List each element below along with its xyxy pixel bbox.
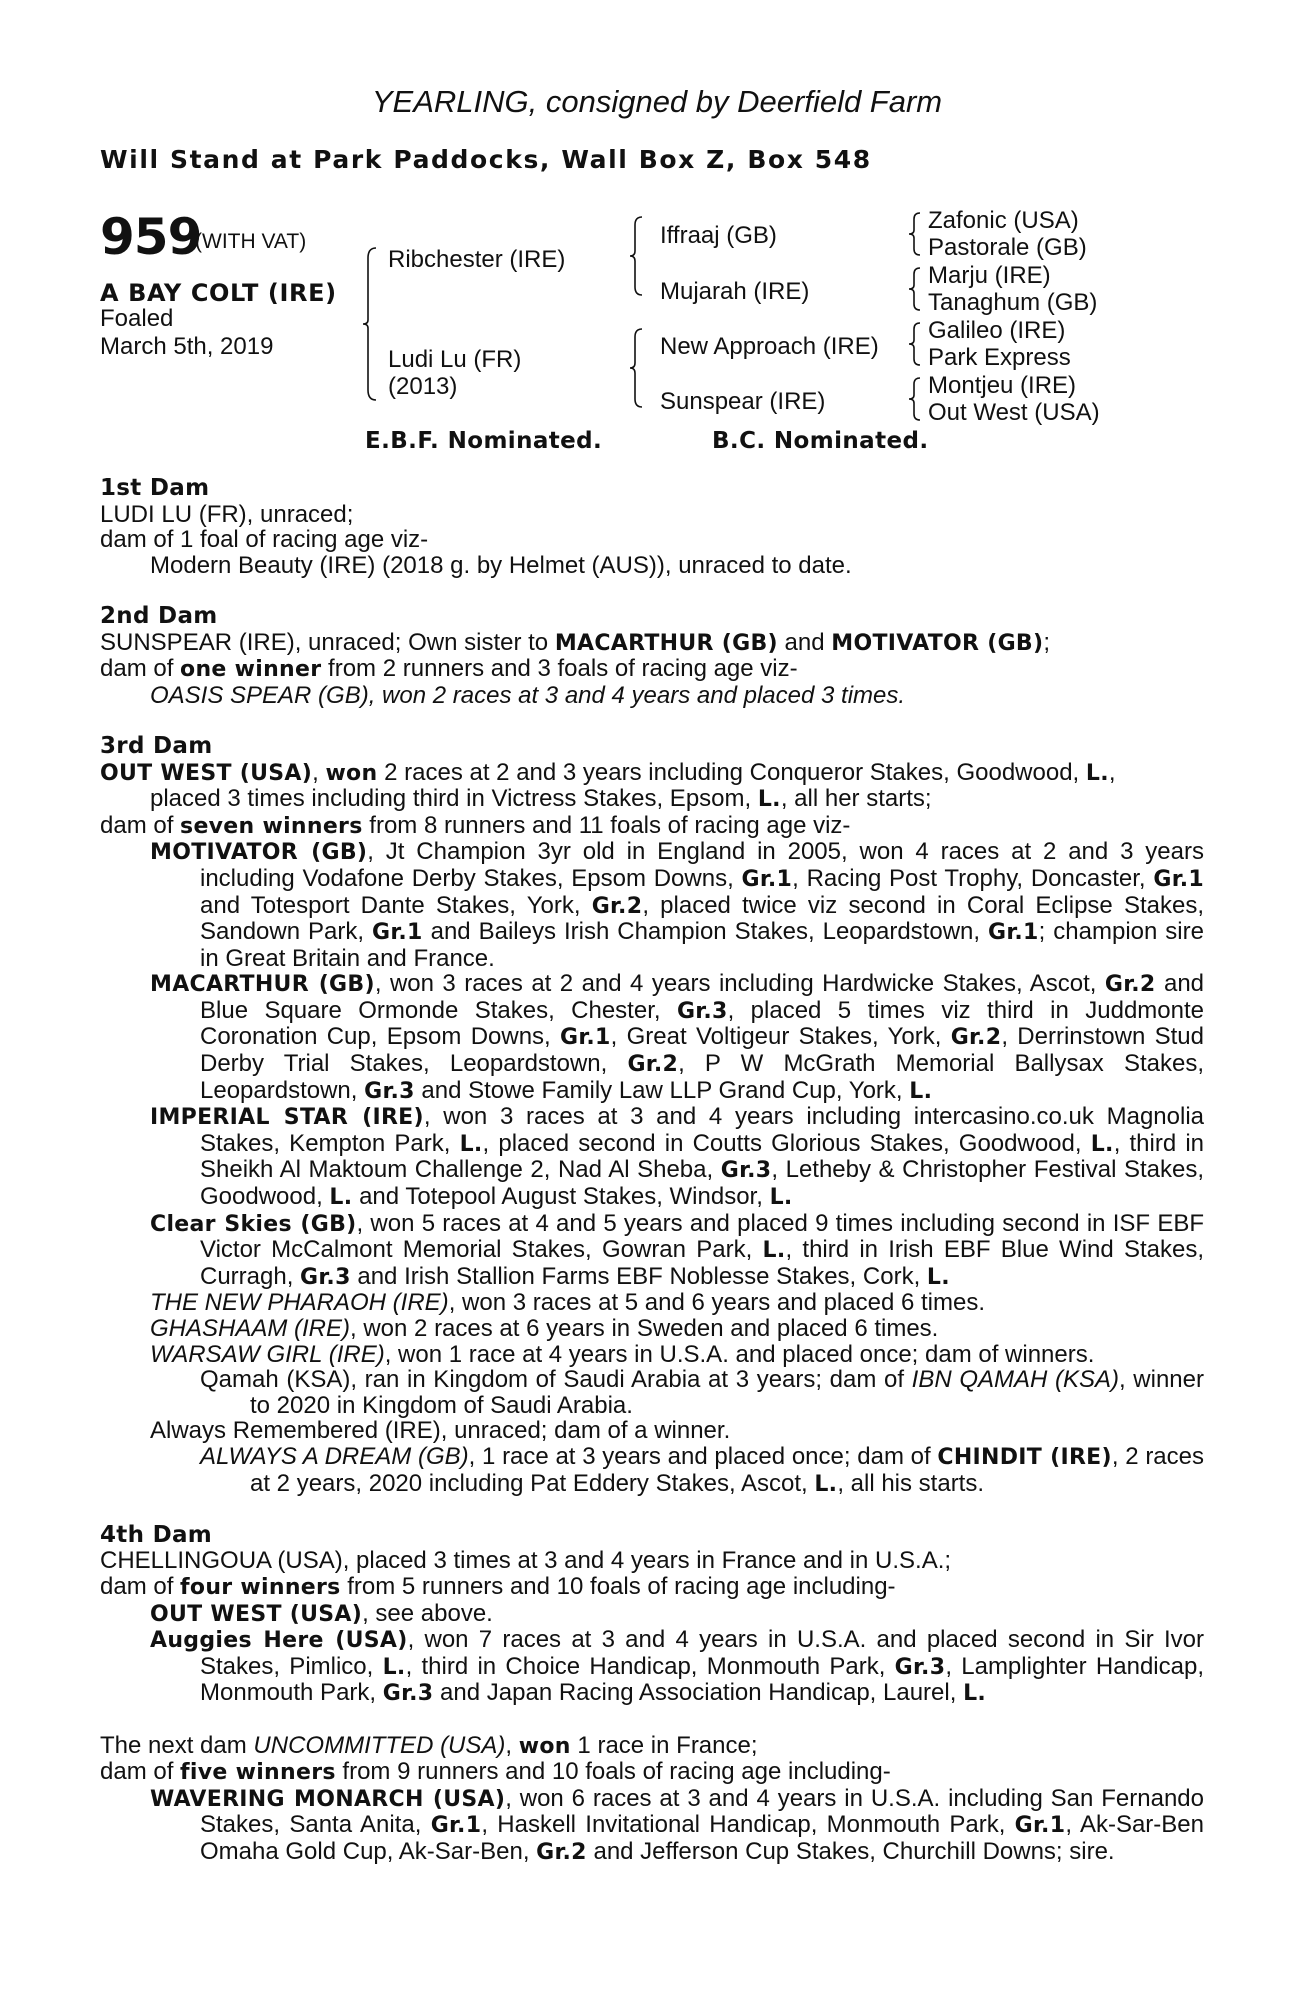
stabling-location: Will Stand at Park Paddocks, Wall Box Z, Box 548 xyxy=(100,145,872,174)
fourth-dam-section xyxy=(100,1523,1204,1707)
always-remembered-entry: Always Remembered (IRE), unraced; dam of a winner. xyxy=(150,1417,731,1445)
first-dam-line-1: LUDI LU (FR), unraced; xyxy=(100,500,354,528)
third-dam-line-1: OUT WEST (USA), won 2 races at 2 and 3 years including Conqueror Stakes, Goodwood, L., xyxy=(100,758,1116,786)
imperial-star-entry: IMPERIAL STAR (IRE), won 3 races at 3 and 4 years including intercasino.co.uk Magnolia Stakes, Kempton Park, L., placed second in Coutts Glorious Stakes, Goodwood, L., third in Sheikh Al Maktoum Challenge 2, Nad Al Sheba, Gr.3, Letheby & Christopher Festival Stakes, Goodwood, L. and Totepool August Stakes, Windsor, L. xyxy=(150,1103,1205,1211)
first-dam-produce: Modern Beauty (IRE) (2018 g. by Helmet (AUS)), unraced to date. xyxy=(150,551,852,579)
fourth-dam-heading: 4th Dam xyxy=(100,1521,213,1548)
next-dam-section xyxy=(100,1733,1204,1866)
motivator-entry: MOTIVATOR (GB), Jt Champion 3yr old in England in 2005, won 4 races at 2 and 3 years including Vodafone Derby Stakes, Epsom Downs, Gr.1, Racing Post Trophy, Doncaster, Gr.1 and Totesport Dante Stakes, York, Gr.2, placed twice viz second in Coral Eclipse Stakes, Sandown Park, Gr.1 and Baileys Irish Champion Stakes, Leopardstown, Gr.1; champion sire in Great Britain and France. xyxy=(150,838,1204,972)
gg-6: Park Express xyxy=(928,344,1071,371)
gg-3: Marju (IRE) xyxy=(928,262,1051,289)
foaled-label: Foaled xyxy=(100,305,174,332)
vat-note: (WITH VAT) xyxy=(195,230,307,253)
second-dam-heading: 2nd Dam xyxy=(100,602,218,629)
wavering-monarch-entry: WAVERING MONARCH (USA), won 6 races at 3 and 4 years in U.S.A. including San Fernando Stakes, Santa Anita, Gr.1, Haskell Invitational Handicap, Monmouth Park, Gr.1, Ak-Sar-Ben Omaha Gold Cup, Ak-Sar-Ben, Gr.2 and Jefferson Cup Stakes, Churchill Downs; sire. xyxy=(150,1784,1204,1865)
qamah-entry: Qamah (KSA), ran in Kingdom of Saudi Arabia at 3 years; dam of IBN QAMAH (KSA), winner to 2020 in Kingdom of Saudi Arabia. xyxy=(200,1366,1204,1419)
produce-record xyxy=(100,476,1204,1865)
third-dam-line-2: placed 3 times including third in Victress Stakes, Epsom, L., all her starts; xyxy=(150,785,932,813)
gg-4: Tanaghum (GB) xyxy=(928,289,1098,316)
sire-dam-bracket xyxy=(361,244,381,404)
gg-1: Zafonic (USA) xyxy=(928,207,1079,234)
third-dam-section xyxy=(100,734,1204,1497)
first-dam-heading: 1st Dam xyxy=(100,475,210,501)
fourth-dam-line-1: CHELLINGOUA (USA), placed 3 times at 3 and 4 years in France and in U.S.A.; xyxy=(100,1547,952,1575)
gg-bracket-4 xyxy=(907,376,925,422)
always-a-dream-entry: ALWAYS A DREAM (GB), 1 race at 3 years and placed once; dam of CHINDIT (IRE), 2 races at 2 years, 2020 including Pat Eddery Stakes, Ascot, L., all his starts. xyxy=(200,1442,1205,1497)
gg-2: Pastorale (GB) xyxy=(928,234,1087,261)
sire-line-bracket xyxy=(628,214,648,298)
foaled-info xyxy=(100,305,273,361)
second-dam-produce: OASIS SPEAR (GB), won 2 races at 3 and 4 years and placed 3 times. xyxy=(150,681,906,709)
ebf-nomination: E.B.F. Nominated. xyxy=(365,428,603,454)
third-dam-line-3: dam of seven winners from 8 runners and 11 foals of racing age viz- xyxy=(100,811,851,839)
next-dam-line-1: The next dam UNCOMMITTED (USA), won 1 race in France; xyxy=(100,1731,758,1759)
gg-bracket-2 xyxy=(907,266,925,312)
sire-dam-name: Mujarah (IRE) xyxy=(660,278,810,305)
lot-number: 959 xyxy=(100,208,202,266)
bc-nomination: B.C. Nominated. xyxy=(712,428,929,454)
out-west-entry: OUT WEST (USA), see above. xyxy=(150,1599,493,1627)
gg-7: Montjeu (IRE) xyxy=(928,372,1077,399)
dam-dam-name: Sunspear (IRE) xyxy=(660,388,826,415)
new-pharaoh-entry: THE NEW PHARAOH (IRE), won 3 races at 5 and 6 years and placed 6 times. xyxy=(150,1289,985,1317)
second-dam-section xyxy=(100,604,1204,708)
second-dam-line-1: SUNSPEAR (IRE), unraced; Own sister to MACARTHUR (GB) and MOTIVATOR (GB); xyxy=(100,628,1051,656)
dam-sire-name: New Approach (IRE) xyxy=(660,333,879,360)
second-dam-line-2: dam of one winner from 2 runners and 3 foals of racing age viz- xyxy=(100,655,798,683)
foaled-date: March 5th, 2019 xyxy=(100,333,274,360)
gg-bracket-1 xyxy=(907,211,925,257)
gg-8: Out West (USA) xyxy=(928,399,1100,426)
auggies-here-entry: Auggies Here (USA), won 7 races at 3 and 4 years in U.S.A. and placed second in Sir Ivor Stakes, Pimlico, L., third in Choice Handicap, Monmouth Park, Gr.3, Lamplighter Handicap, Monmouth Park, Gr.3 and Japan Racing Association Handicap, Laurel, L. xyxy=(150,1626,1204,1707)
sire-sire-name: Iffraaj (GB) xyxy=(660,222,777,249)
dam-name: Ludi Lu (FR) xyxy=(388,346,522,373)
warsaw-girl-entry: WARSAW GIRL (IRE), won 1 race at 4 years in U.S.A. and placed once; dam of winners. xyxy=(150,1340,1095,1368)
macarthur-entry: MACARTHUR (GB), won 3 races at 2 and 4 years including Hardwicke Stakes, Ascot, Gr.2 and Blue Square Ormonde Stakes, Chester, Gr.3, placed 5 times viz third in Juddmonte Coronation Cup, Epsom Downs, Gr.1, Great Voltigeur Stakes, York, Gr.2, Derrinstown Stud Derby Trial Stakes, Leopardstown, Gr.2, P W McGrath Memorial Ballysax Stakes, Leopardstown, Gr.3 and Stowe Family Law LLP Grand Cup, York, L. xyxy=(150,970,1205,1104)
first-dam-section xyxy=(100,476,1204,578)
fourth-dam-line-2: dam of four winners from 5 runners and 10 foals of racing age including- xyxy=(100,1572,896,1600)
gg-bracket-3 xyxy=(907,321,925,367)
consignment-line: YEARLING, consigned by Deerfield Farm xyxy=(371,84,943,119)
third-dam-heading: 3rd Dam xyxy=(100,732,213,759)
next-dam-line-2: dam of five winners from 9 runners and 10 foals of racing age including- xyxy=(100,1758,891,1786)
first-dam-line-2: dam of 1 foal of racing age viz- xyxy=(100,526,429,554)
ghashaam-entry: GHASHAAM (IRE), won 2 races at 6 years in Sweden and placed 6 times. xyxy=(150,1315,939,1342)
sire-name: Ribchester (IRE) xyxy=(388,246,566,273)
lot-description: A BAY COLT (IRE) xyxy=(100,279,337,307)
dam-line-bracket xyxy=(628,326,648,410)
dam-year: (2013) xyxy=(388,373,458,400)
gg-5: Galileo (IRE) xyxy=(928,317,1066,344)
clear-skies-entry: Clear Skies (GB), won 5 races at 4 and 5 years and placed 9 times including second in ISF EBF Victor McCalmont Memorial Stakes, Gowran Park, L., third in Irish EBF Blue Wind Stakes, Curragh, Gr.3 and Irish Stallion Farms EBF Noblesse Stakes, Cork, L. xyxy=(150,1209,1205,1290)
